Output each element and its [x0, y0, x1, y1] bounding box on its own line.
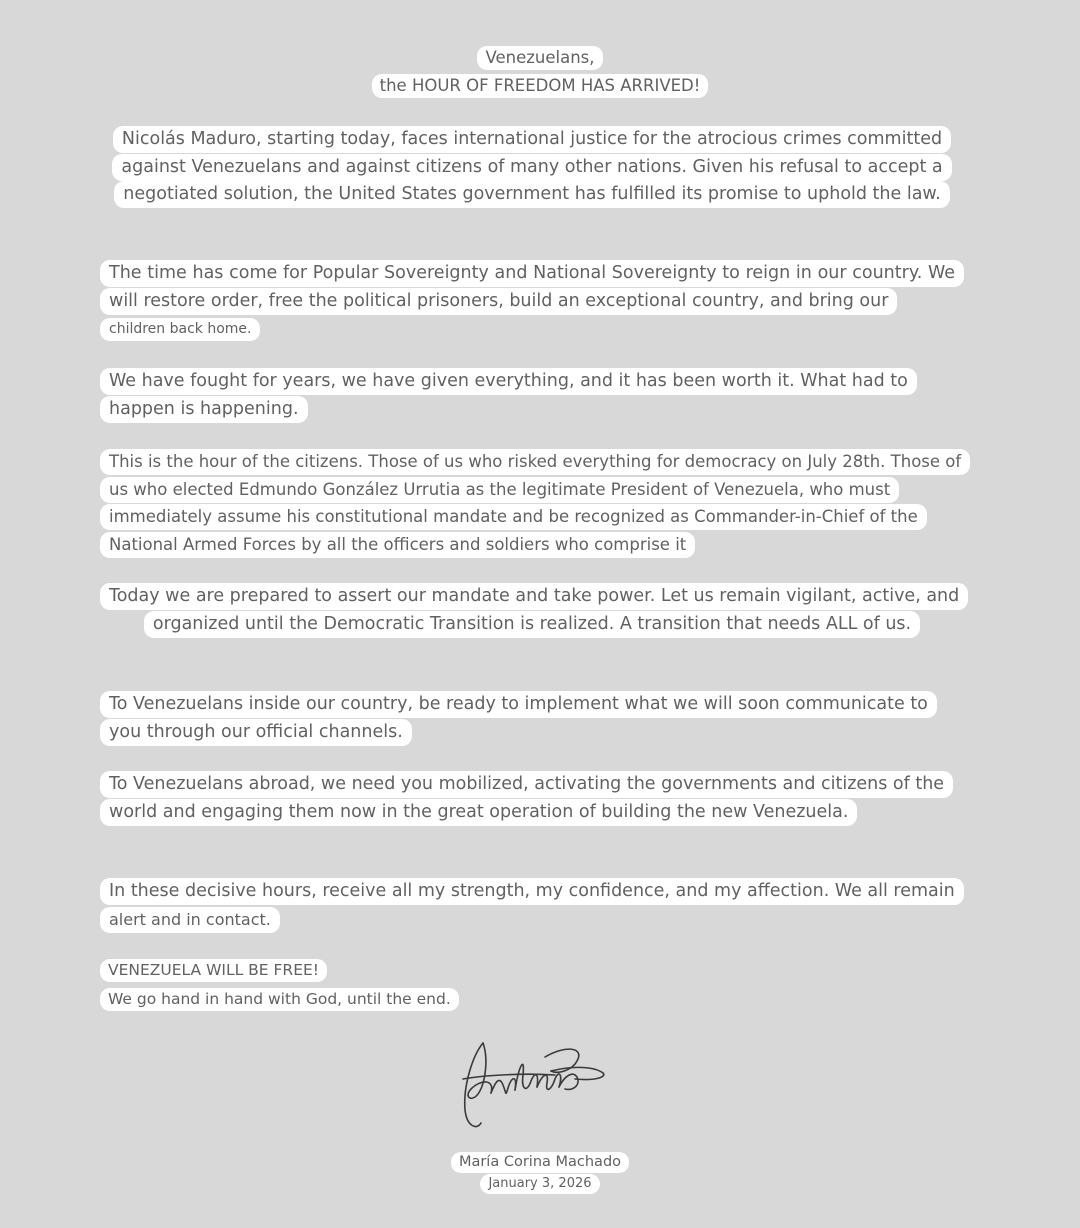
greeting-line-1: Venezuelans,	[477, 46, 602, 70]
greeting	[0, 44, 1080, 100]
paragraph-2-tail: children back home.	[100, 318, 260, 341]
signatory-name	[0, 1150, 1080, 1174]
paragraph-2	[100, 260, 964, 344]
paragraph-4-text: This is the hour of the citizens. Those of us who risked everything for democracy on July 28th. Those of us who elected Edmundo González Urrutia as the legitimate President of Venezuela, who must immediately assume his constitutional mandate and be recognized as Commander-in-Chief of the National Armed Forces by all the officers and soldiers who comprise it	[100, 449, 970, 558]
letter-date	[0, 1173, 1080, 1195]
closing-line-2: We go hand in hand with God, until the end.	[100, 988, 459, 1011]
paragraph-8	[100, 878, 964, 934]
paragraph-3	[100, 368, 964, 423]
signatory-name-text: María Corina Machado	[451, 1152, 629, 1173]
letter-date-text: January 3, 2026	[480, 1174, 599, 1194]
signature-image	[455, 1035, 615, 1135]
paragraph-5	[100, 583, 964, 638]
paragraph-4	[100, 448, 964, 558]
paragraph-1-text: Nicolás Maduro, starting today, faces international justice for the atrocious crimes committed against Venezuelans and against citizens of many other nations. Given his refusal to accept a negotiated solution, the United States government has fulfilled its promise to uphold the law.	[112, 126, 951, 208]
paragraph-8-tail: alert and in contact.	[100, 907, 280, 933]
paragraph-2-text: The time has come for Popular Sovereignty and National Sovereignty to reign in our country. We will restore order, free the political prisoners, build an exceptional country, and bring our	[100, 260, 964, 315]
closing	[100, 956, 600, 1014]
paragraph-6	[100, 691, 964, 746]
signature-scribble	[455, 1035, 615, 1135]
paragraph-1	[100, 126, 964, 209]
paragraph-5-text: Today we are prepared to assert our mandate and take power. Let us remain vigilant, active, and organized until the Democratic Transition is realized. A transition that needs ALL of us.	[100, 583, 968, 638]
paragraph-7	[100, 771, 964, 826]
greeting-line-2: the HOUR OF FREEDOM HAS ARRIVED!	[372, 74, 709, 98]
paragraph-7-text: To Venezuelans abroad, we need you mobilized, activating the governments and citizens of the world and engaging them now in the great operation of building the new Venezuela.	[100, 771, 953, 826]
paragraph-8-text: In these decisive hours, receive all my strength, my confidence, and my affection. We all remain	[100, 878, 964, 905]
paragraph-3-text: We have fought for years, we have given everything, and it has been worth it. What had to happen is happening.	[100, 368, 917, 423]
paragraph-6-text: To Venezuelans inside our country, be ready to implement what we will soon communicate to you through our official channels.	[100, 691, 937, 746]
closing-line-1: VENEZUELA WILL BE FREE!	[100, 959, 327, 982]
